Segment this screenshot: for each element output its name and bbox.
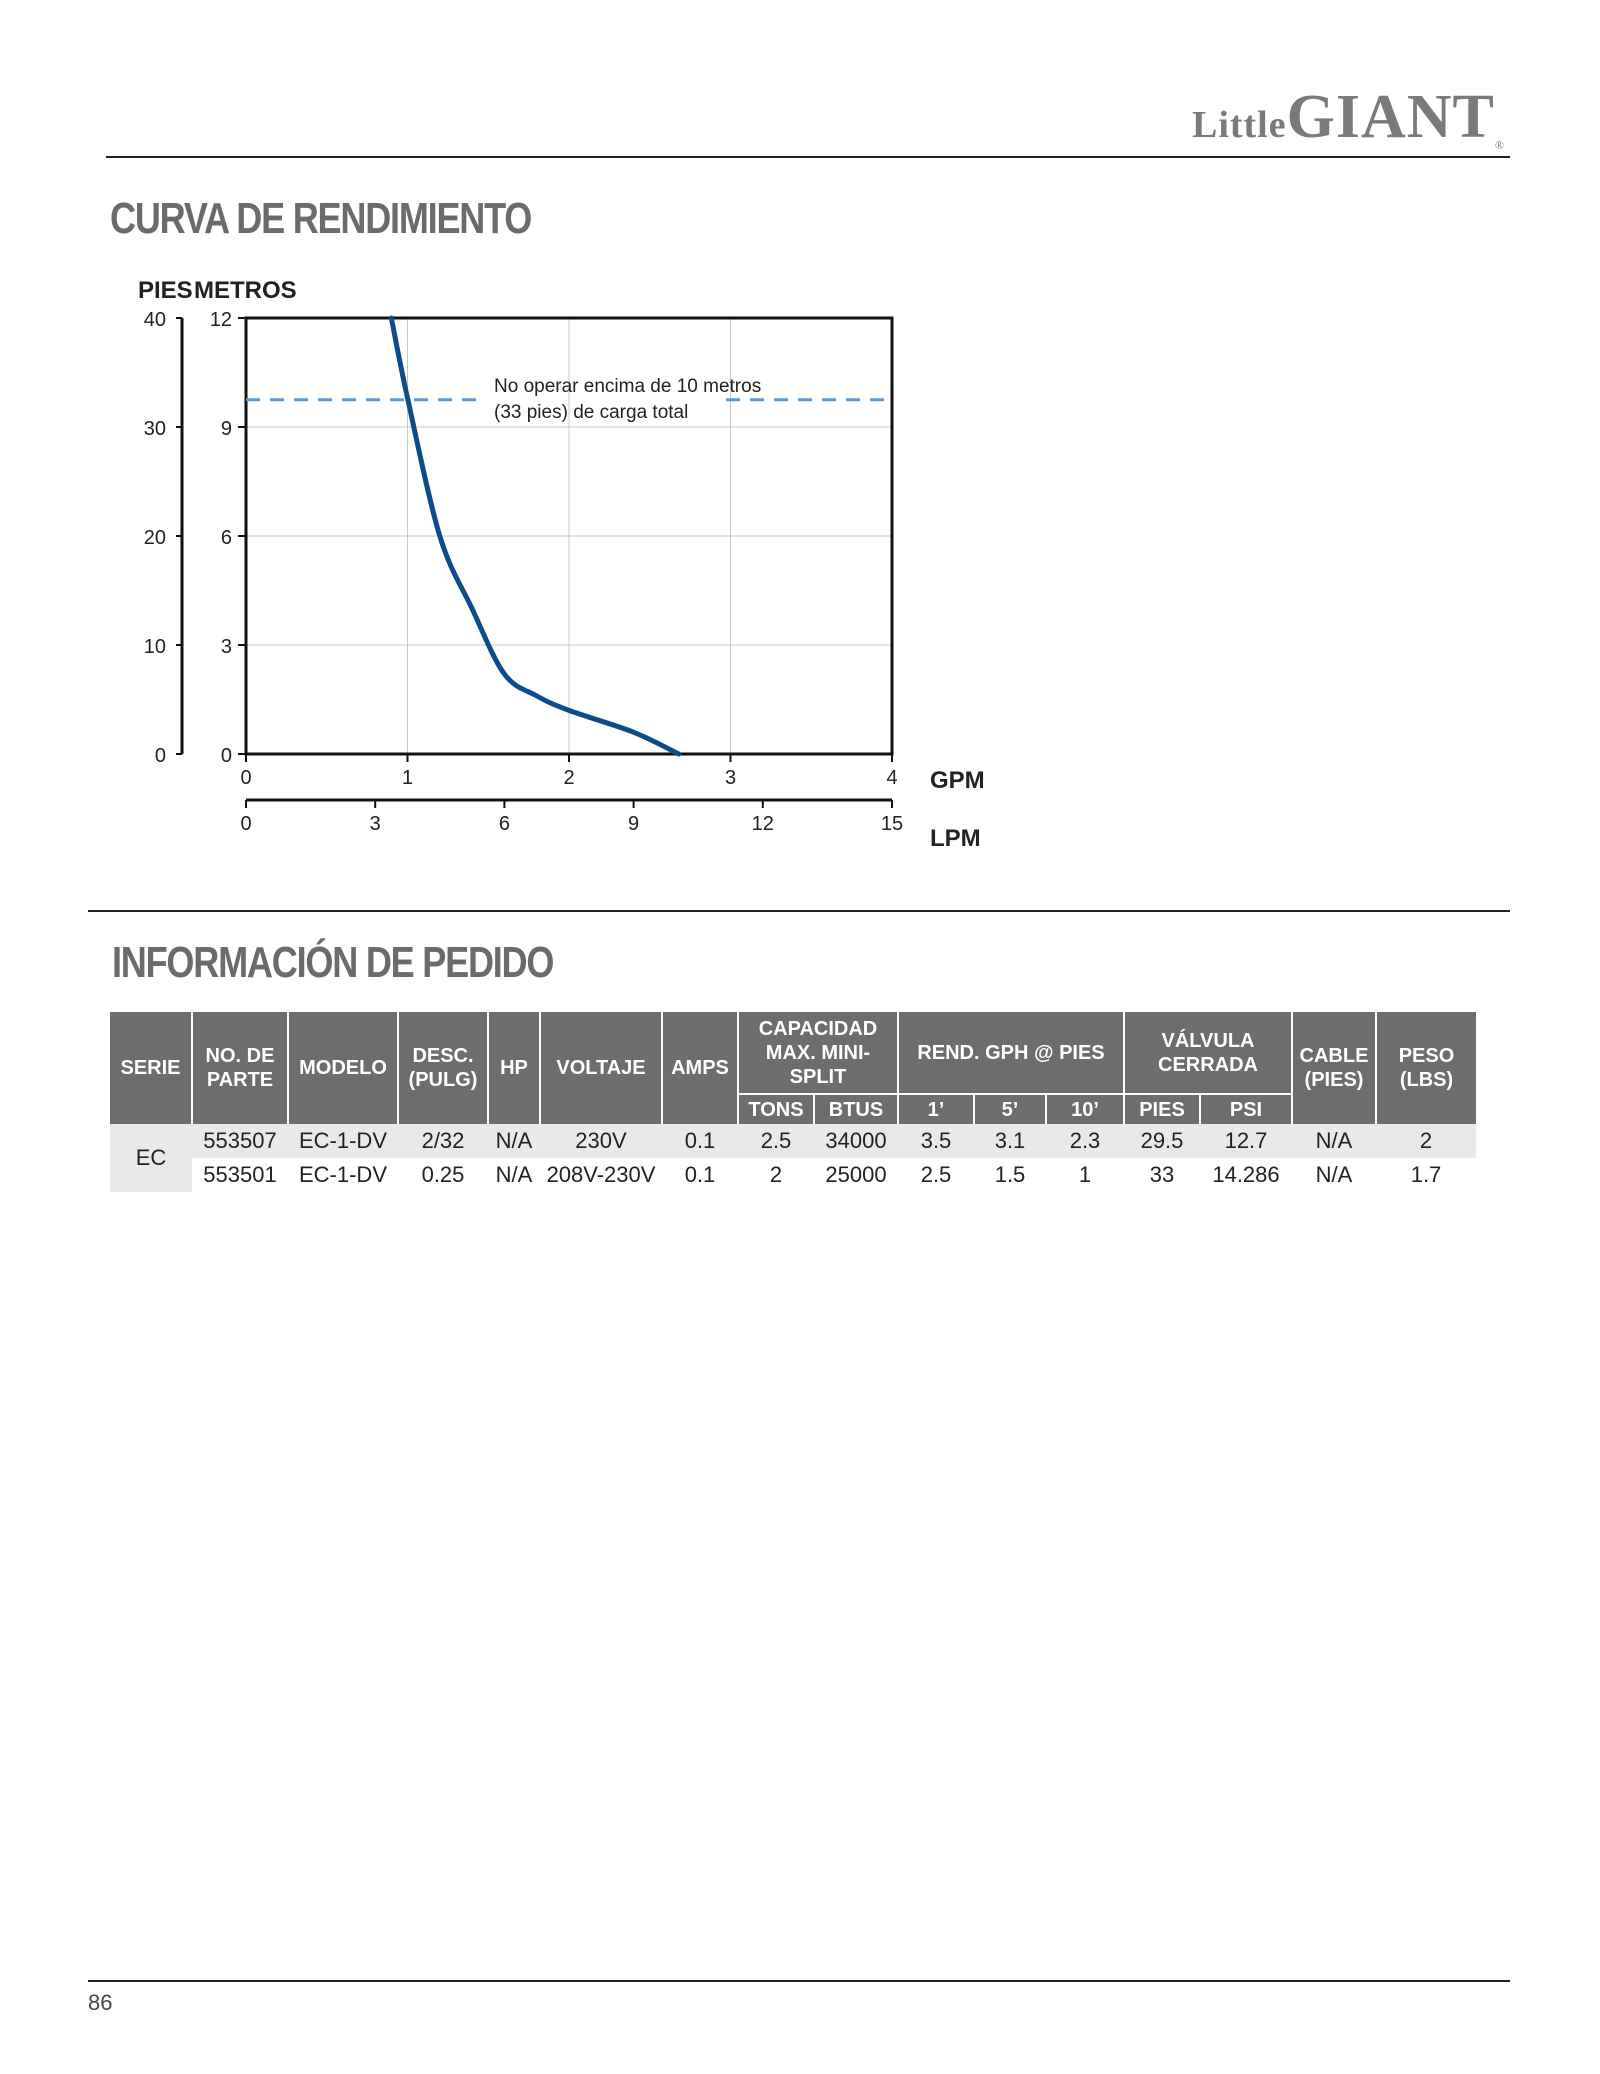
table-cell: 2/32	[398, 1124, 488, 1158]
table-cell: 12.7	[1200, 1124, 1292, 1158]
metros-tick-label: 12	[209, 309, 232, 331]
table-cell: EC-1-DV	[288, 1124, 398, 1158]
header-valve-pies: PIES	[1124, 1094, 1200, 1124]
table-cell: N/A	[488, 1124, 540, 1158]
table-cell: 0.25	[421, 1162, 465, 1187]
serie-cell: EC	[110, 1124, 192, 1192]
pies-tick-label: 20	[143, 527, 166, 549]
table-cell: 2.5	[738, 1124, 814, 1158]
performance-chart	[0, 0, 1000, 880]
header-capacidad: CAPACIDAD MAX. MINI- SPLIT	[738, 1012, 898, 1094]
header-rend: REND. GPH @ PIES	[898, 1012, 1124, 1094]
gpm-tick-label: 3	[724, 767, 737, 789]
logo-registered-mark: ®	[1494, 138, 1504, 152]
header-peso: PESO (LBS)	[1376, 1012, 1476, 1124]
table-cell: 3.1	[974, 1124, 1046, 1158]
table-cell: 25000	[825, 1162, 887, 1187]
logo-small-text: Little	[1191, 104, 1287, 146]
table-cell: N/A	[1292, 1124, 1376, 1158]
table-cell: 33	[1149, 1162, 1175, 1187]
header-valvula: VÁLVULA CERRADA	[1124, 1012, 1292, 1094]
table-cell: 2.3	[1046, 1124, 1124, 1158]
table-cell: 0.1	[684, 1162, 716, 1187]
table-cell: EC-1-DV	[298, 1162, 387, 1187]
table-cell: 2.5	[920, 1162, 952, 1187]
header-part-number: NO. DE PARTE	[192, 1012, 288, 1124]
table-row	[110, 1124, 1476, 1158]
header-modelo: MODELO	[288, 1012, 398, 1124]
page-number: 86	[88, 1990, 113, 2015]
table-cell: 34000	[814, 1124, 898, 1158]
footer-rule	[88, 1980, 1510, 1982]
header-valve-psi: PSI	[1200, 1094, 1292, 1124]
limit-annotation-line2: (33 pies) de carga total	[494, 402, 689, 423]
section-divider	[88, 910, 1510, 912]
lpm-tick-label: 15	[880, 813, 904, 835]
lpm-tick-label: 3	[369, 813, 381, 835]
little-giant-logo	[1192, 82, 1504, 153]
pies-tick-label: 0	[154, 745, 166, 767]
metros-tick-label: 3	[220, 636, 232, 658]
header-cable: CABLE (PIES)	[1292, 1012, 1376, 1124]
header-10ft: 10’	[1046, 1094, 1124, 1124]
gpm-tick-label: 2	[563, 767, 575, 789]
table-cell: 553507	[192, 1124, 288, 1158]
metros-tick-label: 9	[220, 418, 232, 440]
table-cell: 0.1	[662, 1124, 738, 1158]
pies-tick-label: 40	[143, 309, 166, 331]
y-unit-label-metros: METROS	[194, 277, 297, 304]
header-amps: AMPS	[662, 1012, 738, 1124]
header-btus: BTUS	[814, 1094, 898, 1124]
table-cell: 2	[1376, 1124, 1476, 1158]
lpm-tick-label: 9	[628, 813, 640, 835]
table-cell: 3.5	[898, 1124, 974, 1158]
table-cell: 1	[1078, 1162, 1092, 1187]
pies-tick-label: 10	[143, 636, 166, 658]
header-hp: HP	[488, 1012, 540, 1124]
header-1ft: 1’	[898, 1094, 974, 1124]
header-voltaje: VOLTAJE	[540, 1012, 662, 1124]
ordering-table	[110, 1012, 1476, 1192]
metros-tick-label: 6	[220, 527, 232, 549]
lpm-tick-label: 6	[498, 813, 510, 835]
gpm-tick-label: 4	[886, 767, 898, 789]
table-cell: 553501	[203, 1162, 277, 1187]
gpm-tick-label: 0	[240, 767, 252, 789]
logo-large-text: GIANT	[1286, 83, 1495, 151]
lpm-axis-label: LPM	[930, 825, 981, 852]
limit-annotation-line1: No operar encima de 10 metros	[494, 376, 762, 397]
table-cell: 1.5	[994, 1162, 1026, 1187]
header-5ft: 5’	[974, 1094, 1046, 1124]
table-cell: 230V	[540, 1124, 662, 1158]
table-cell: 1.7	[1376, 1158, 1476, 1192]
gpm-axis-label: GPM	[930, 767, 985, 794]
table-cell: 208V-230V	[546, 1162, 656, 1187]
header-tons: TONS	[738, 1094, 814, 1124]
table-cell: 14.286	[1212, 1162, 1280, 1187]
table-cell: N/A	[495, 1162, 533, 1187]
table-row	[110, 1158, 1476, 1192]
header-desc: DESC. (PULG)	[398, 1012, 488, 1124]
section-title-ordering: INFORMACIÓN DE PEDIDO	[112, 938, 554, 987]
table-cell: 2	[769, 1162, 783, 1187]
y-unit-label-pies: PIES	[138, 277, 193, 304]
lpm-tick-label: 12	[751, 813, 774, 835]
pies-tick-label: 30	[143, 418, 166, 440]
metros-tick-label: 0	[220, 745, 232, 767]
header-serie: SERIE	[110, 1012, 192, 1124]
table-cell: 29.5	[1124, 1124, 1200, 1158]
table-cell: N/A	[1315, 1162, 1353, 1187]
lpm-tick-label: 0	[240, 813, 252, 835]
section-title-performance: CURVA DE RENDIMIENTO	[110, 194, 532, 243]
gpm-tick-label: 1	[401, 767, 414, 789]
